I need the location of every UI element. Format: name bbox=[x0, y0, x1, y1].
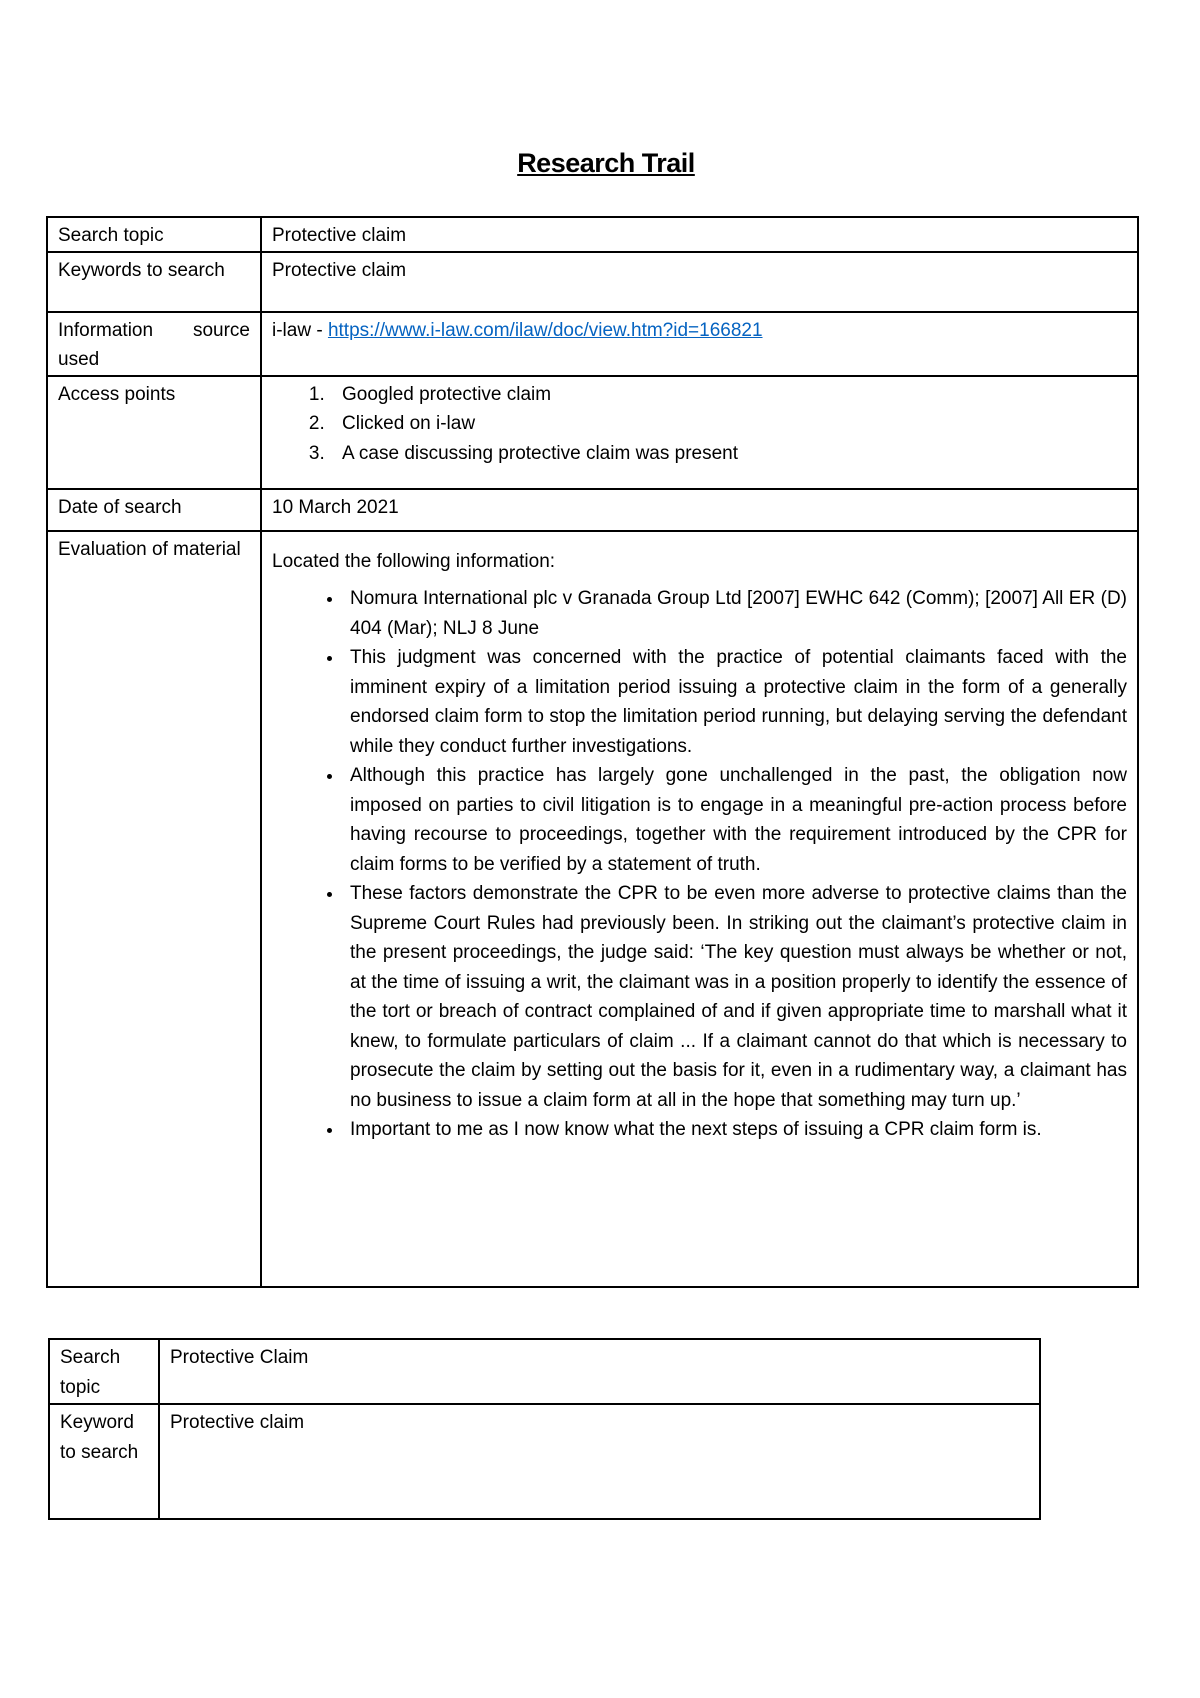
row-search-topic bbox=[49, 1339, 1040, 1404]
list-item: 2. Clicked on i-law bbox=[330, 409, 1127, 439]
label: Search topic bbox=[47, 217, 261, 252]
list-item: • Important to me as I now know what the next steps of issuing a CPR claim form is. bbox=[344, 1115, 1127, 1145]
evaluation-intro: Located the following information: bbox=[272, 550, 556, 572]
value: Protective claim bbox=[261, 252, 1138, 312]
label: Information source used bbox=[47, 312, 261, 376]
value: Protective Claim bbox=[159, 1339, 1040, 1404]
label: Keyword to search bbox=[49, 1404, 159, 1519]
row-keywords bbox=[47, 252, 1138, 312]
list-item: 3. A case discussing protective claim was present bbox=[330, 439, 1127, 469]
label: Access points bbox=[47, 376, 261, 489]
list-item: • Although this practice has largely gone unchallenged in the past, the obligation now imposed on parties to civil litigation is to engage in a meaningful pre-action process before having recourse to proceedings, together with the requirement introduced by the CPR for claim forms to be verified by a statement of truth. bbox=[344, 761, 1127, 879]
value bbox=[261, 312, 1138, 376]
label: Keywords to search bbox=[47, 252, 261, 312]
row-access-points bbox=[47, 376, 1138, 489]
row-date-of-search bbox=[47, 489, 1138, 531]
label: Evaluation of material bbox=[47, 531, 261, 1287]
list-item: • This judgment was concerned with the practice of potential claimants faced with the imminent expiry of a limitation period issuing a protective claim in the form of a generally endorsed claim form to stop the limitation period running, but delaying serving the defendant while they conduct further investigations. bbox=[344, 643, 1127, 761]
row-keyword bbox=[49, 1404, 1040, 1519]
list-item: • Nomura International plc v Granada Group Ltd [2007] EWHC 642 (Comm); [2007] All ER (D) 404 (Mar); NLJ 8 June bbox=[344, 584, 1127, 643]
row-information-source bbox=[47, 312, 1138, 376]
row-search-topic bbox=[47, 217, 1138, 252]
value bbox=[261, 376, 1138, 489]
evaluation-list bbox=[272, 584, 1127, 1145]
research-trail-table bbox=[46, 216, 1139, 1288]
second-research-table bbox=[48, 1338, 1041, 1520]
access-points-list bbox=[272, 380, 1127, 469]
value bbox=[261, 531, 1138, 1287]
row-evaluation bbox=[47, 531, 1138, 1287]
source-link[interactable]: https://www.i-law.com/ilaw/doc/view.htm?id=166821 bbox=[327, 319, 763, 341]
value: Protective claim bbox=[159, 1404, 1040, 1519]
list-item: 1. Googled protective claim bbox=[330, 380, 1127, 410]
page-title: Research Trail bbox=[517, 148, 695, 178]
value: Protective claim bbox=[261, 217, 1138, 252]
source-prefix: i-law - bbox=[272, 319, 328, 341]
value: 10 March 2021 bbox=[261, 489, 1138, 531]
label: Search topic bbox=[49, 1339, 159, 1404]
label: Date of search bbox=[47, 489, 261, 531]
list-item: • These factors demonstrate the CPR to be even more adverse to protective claims than the Supreme Court Rules had previously been. In striking out the claimant’s protective claim in the present proceedings, the judge said: ‘The key question must always be whether or not, at the time of issuing a writ, the claimant was in a position properly to identify the essence of the tort or breach of contract complained of and if given appropriate time to marshall what it knew, to formulate particulars of claim ... If a claimant cannot do that which is necessary to prosecute the claim by setting out the basis for it, even in a rudimentary way, a claimant has no business to issue a claim form at all in the hope that something may turn up.’ bbox=[344, 879, 1127, 1115]
